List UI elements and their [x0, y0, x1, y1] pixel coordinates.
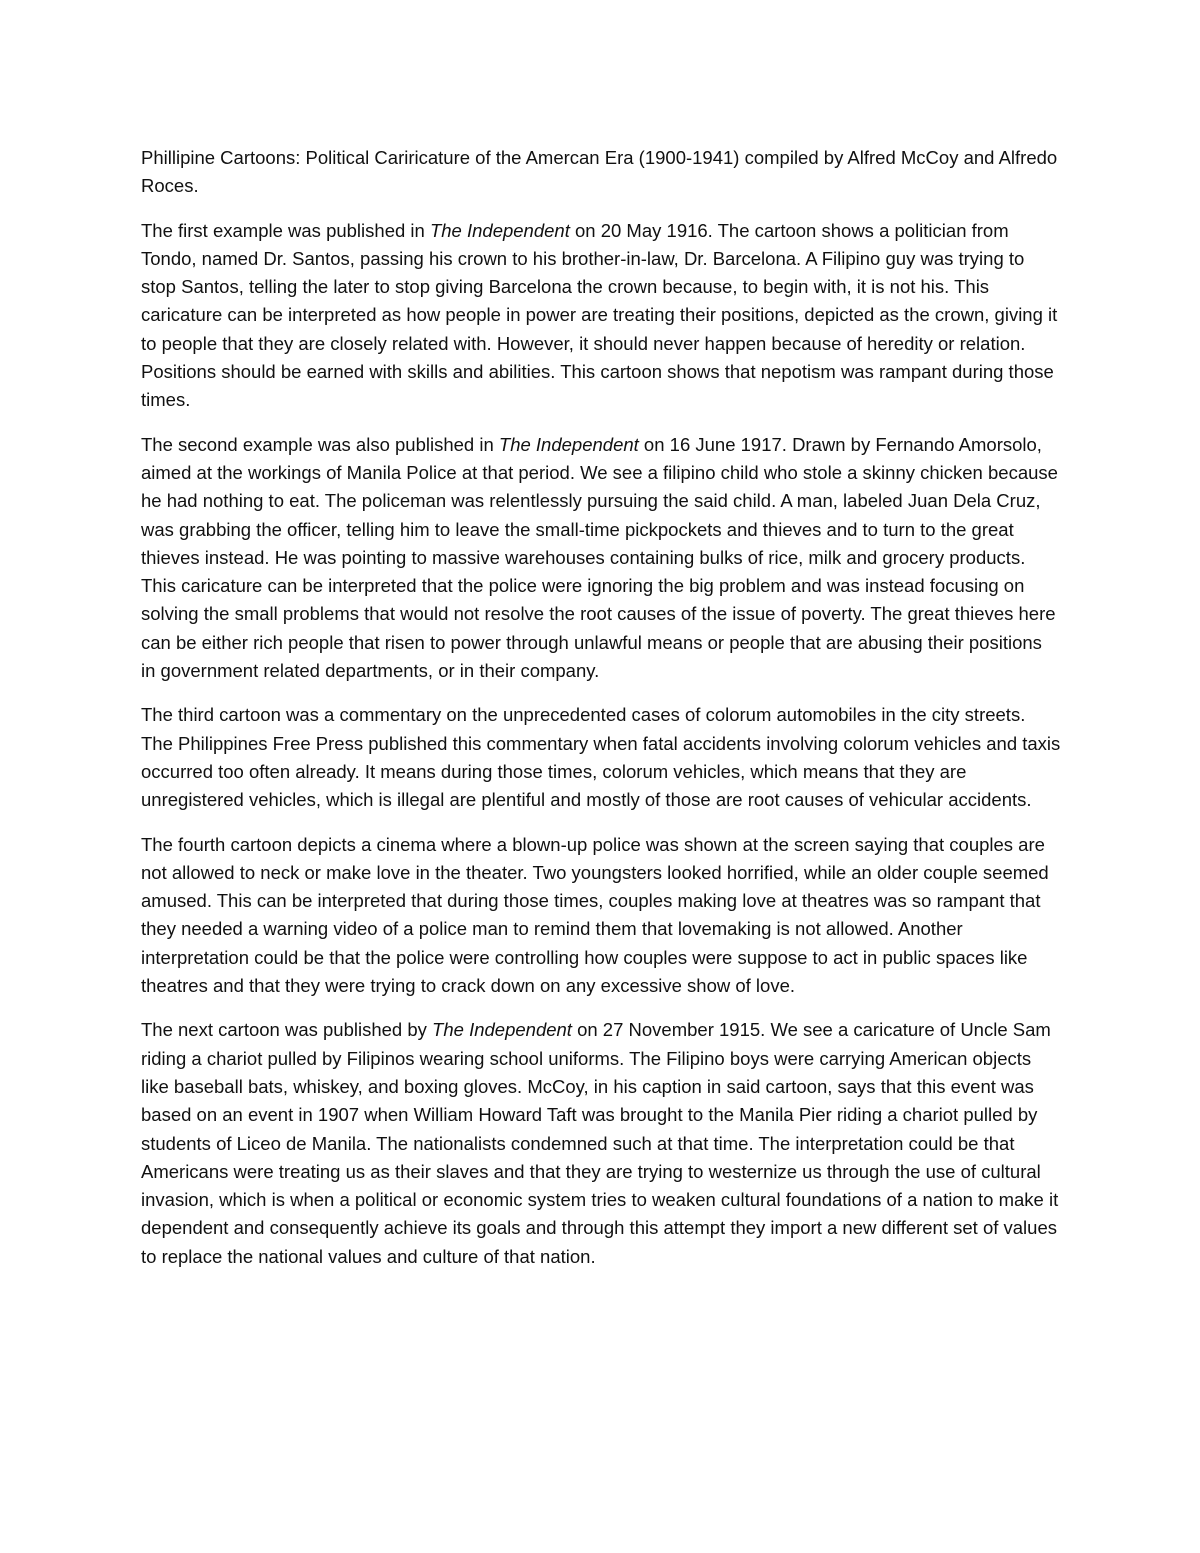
paragraph-1: [141, 217, 1061, 415]
document-page: [141, 144, 1066, 1287]
paragraph-1-after: on 20 May 1916. The cartoon shows a politician from Tondo, named Dr. Santos, passing his crown to his brother-in-law, Dr. Barcelona. A Filipino guy was trying to stop Santos, telling the later to stop giving Barcelona the crown because, to begin with, it is not his. This caricature can be interpreted as how people in power are treating their positions, depicted as the crown, giving it to people that they are closely related with. However, it should never happen because of heredity or relation. Positions should be earned with skills and abilities. This cartoon shows that nepotism was rampant during those times.: [141, 219, 1063, 411]
heading-paragraph: [141, 144, 1061, 201]
paragraph-4: [141, 831, 1061, 1001]
paragraph-4-text: The fourth cartoon depicts a cinema where a blown-up police was shown at the screen saying that couples are not allowed to neck or make love in the theater. Two youngsters looked horrified, while an older couple seemed amused. This can be interpreted that during those times, couples making love at theatres was so rampant that they needed a warning video of a police man to remind them that lovemaking is not allowed. Another interpretation could be that the police were controlling how couples were suppose to act in public spaces like theatres and that they were trying to crack down on any excessive show of love.: [141, 833, 1054, 997]
paragraph-5-before: The next cartoon was published by: [141, 1019, 433, 1041]
paragraph-5-after: on 27 November 1915. We see a caricature of Uncle Sam riding a chariot pulled by Filipinos wearing school uniforms. The Filipino boys were carrying American objects like baseball bats, whiskey, and boxing gloves. McCoy, in his caption in said cartoon, says that this event was based on an event in 1907 when William Howard Taft was brought to the Manila Pier riding a chariot pulled by students of Liceo de Manila. The nationalists condemned such at that time. The interpretation could be that Americans were treating us as their slaves and that they are trying to westernize us through the use of cultural invasion, which is when a political or economic system tries to weaken cultural foundations of a nation to make it dependent and consequently achieve its goals and through this attempt they import a new different set of values to replace the national values and culture of that nation.: [141, 1019, 1064, 1267]
paragraph-3: [141, 701, 1066, 814]
paragraph-2-before: The second example was also published in: [141, 433, 499, 455]
paragraph-5-publication: The Independent: [432, 1019, 572, 1041]
paragraph-1-publication: The Independent: [429, 219, 570, 241]
paragraph-5: [141, 1016, 1064, 1271]
heading-text: Phillipine Cartoons: Political Cariricature of the Amercan Era (1900-1941) compiled by Alfred McCoy and Alfredo Roces.: [141, 147, 1063, 197]
paragraph-2: [141, 431, 1064, 686]
paragraph-1-before: The first example was published in: [141, 219, 430, 241]
paragraph-3-text: The third cartoon was a commentary on the unprecedented cases of colorum automobiles in the city streets. The Philippines Free Press published this commentary when fatal accidents involving colorum vehicles and taxis occurred too often already. It means during those times, colorum vehicles, which means that they are unregistered vehicles, which is illegal are plentiful and mostly of those are root causes of vehicular accidents.: [141, 704, 1066, 811]
paragraph-2-publication: The Independent: [498, 433, 639, 455]
paragraph-2-after: on 16 June 1917. Drawn by Fernando Amorsolo, aimed at the workings of Manila Police at that period. We see a filipino child who stole a skinny chicken because he had nothing to eat. The policeman was relentlessly pursuing the said child. A man, labeled Juan Dela Cruz, was grabbing the officer, telling him to leave the small-time pickpockets and thieves and to turn to the great thieves instead. He was pointing to massive warehouses containing bulks of rice, milk and grocery products. This caricature can be interpreted that the police were ignoring the big problem and was instead focusing on solving the small problems that would not resolve the root causes of the issue of poverty. The great thieves here can be either rich people that risen to power through unlawful means or people that are abusing their positions in government related departments, or in their company.: [141, 433, 1064, 682]
